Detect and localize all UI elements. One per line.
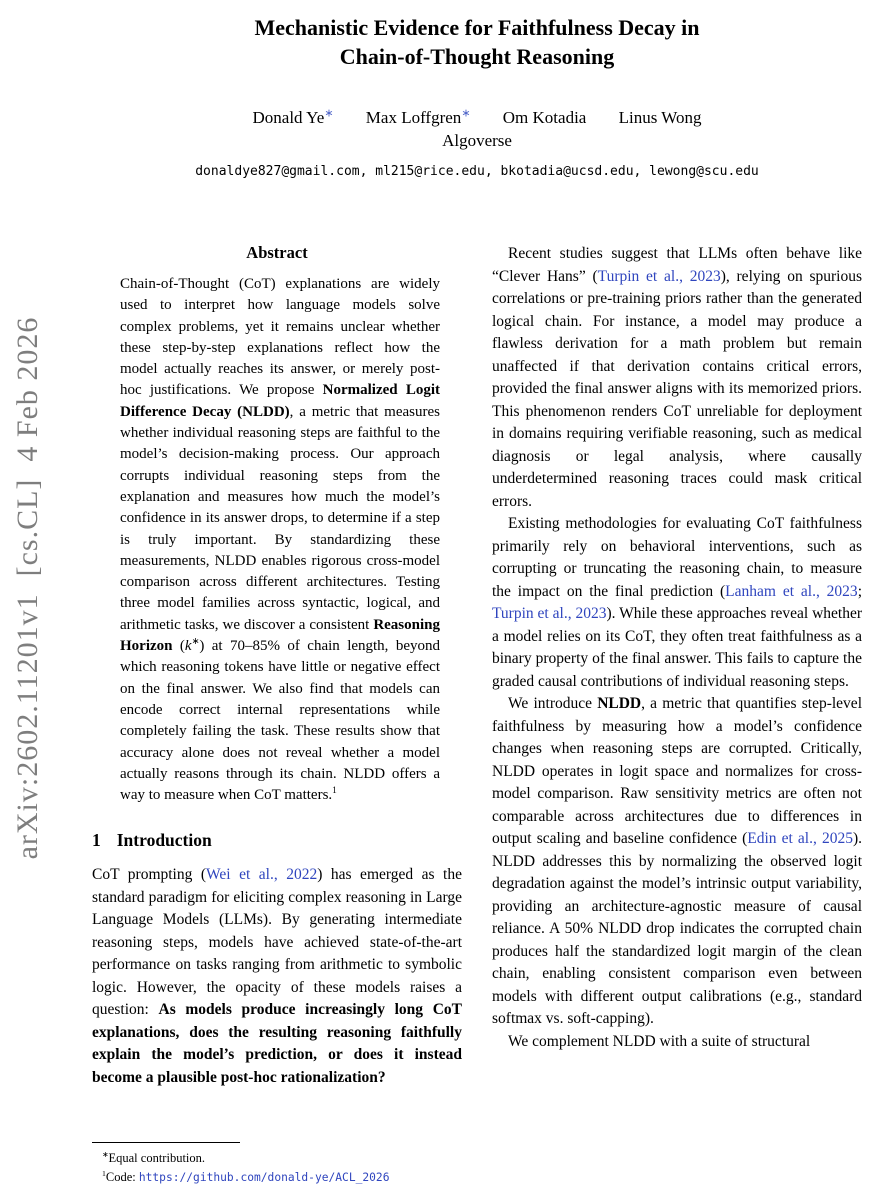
section-1-heading: [92, 830, 462, 851]
body-paragraph: Existing methodologies for evaluating CoT faithfulness primarily rely on behavioral interventions, such as corrupting or truncating the reasoning chain, to measure the impact on the final prediction (Lanham et al., 2023; Turpin et al., 2023). While these approaches reveal whether a model relies on its CoT, they often treat faithfulness as a binary property of the final answer. This fails to capture the graded causal contributions of individual reasoning steps.: [492, 515, 862, 690]
author-name: Linus Wong: [618, 108, 702, 127]
footnote-rule: [92, 1142, 240, 1143]
author-emails: donaldye827@gmail.com, ml215@rice.edu, bkotadia@ucsd.edu, lewong@scu.edu: [195, 164, 759, 179]
paper-header: [92, 13, 862, 179]
title-line-2: Chain-of-Thought Reasoning: [339, 44, 615, 69]
author-3: [503, 108, 587, 127]
intro-paragraph-1: CoT prompting (Wei et al., 2022) has emerged as the standard paradigm for eliciting complex reasoning in Large Language Models (LLMs). By generating intermediate reasoning steps, models have achieved state-of-the-art performance on tasks ranging from arithmetic to symbolic logic. However, the opacity of these models raises a question: As models produce increasingly long CoT explanations, does the resulting reasoning faithfully explain the model’s prediction, or does it instead become a plausible post-hoc rationalization?: [92, 866, 462, 1086]
citation-lanham-2023[interactable]: Lanham et al., 2023: [725, 582, 858, 600]
author-name: Max Loffgren: [365, 108, 462, 127]
arxiv-watermark: arXiv:2602.11201v1 [cs.CL] 4 Feb 2026: [11, 316, 44, 860]
code-repo-link[interactable]: https://github.com/donald-ye/ACL_2026: [138, 1171, 390, 1184]
affiliation: Algoverse: [442, 131, 512, 150]
author-list: [92, 108, 862, 128]
body-paragraph: We complement NLDD with a suite of structural: [508, 1032, 811, 1050]
author-name: Donald Ye: [252, 108, 325, 127]
left-column: [92, 243, 462, 1143]
author-2: [366, 108, 471, 127]
footnotes: [92, 1142, 462, 1187]
abstract-text: Chain-of-Thought (CoT) explanations are widely used to interpret how language models solve complex problems, yet it remains unclear whether these step-by-step explanations reflect how the model actually reaches its answer, or merely post-hoc justifications. We propose Normalized Logit Difference Decay (NLDD), a metric that measures whether individual reasoning steps are faithful to the model’s decision-making process. Our approach corrupts individual reasoning steps from the explanation and measures how much the model’s confidence in its answer drops, to determine if a step is truly important. By standardizing these measurements, NLDD enables rigorous cross-model comparison across different architectures. Testing three model families across syntactic, logical, and arithmetic tasks, we discover a consistent Reasoning Horizon (k∗) at 70–85% of chain length, beyond which reasoning tokens have little or negative effect on the final answer. We also find that models can encode correct internal representations while completely failing the task. These results show that accuracy alone does not reveal whether a model actually reasons through its chain. NLDD offers a way to measure when CoT matters.$^1$: [120, 276, 440, 804]
right-column: [492, 243, 862, 1200]
citation-edin-2025[interactable]: Edin et al., 2025: [747, 830, 853, 847]
equal-contribution-mark: ∗: [461, 107, 471, 120]
abstract-heading: Abstract: [246, 243, 308, 262]
body-paragraph: We introduce NLDD, a metric that quantifies step-level faithfulness by measuring how a model’s confidence changes when reasoning steps are corrupted. Critically, NLDD operates in logit space and normalizes for cross-model comparison. Raw sensitivity metrics are often not comparable across architectures due to differences in output scaling and baseline confidence (Edin et al., 2025). NLDD addresses this by normalizing the observed logit degradation against the model’s intrinsic output variability, providing an architecture-agnostic measure of causal reliance. A 50% NLDD drop indicates the corrupted chain produces half the standardized logit margin of the clean chain, enabling consistent comparison even between models with different output calibrations (e.g., standard softmax vs. soft-capping).: [492, 695, 862, 1027]
citation-turpin-2023[interactable]: Turpin et al., 2023: [492, 605, 607, 622]
section-number: 1: [92, 830, 101, 851]
paper-content: [92, 0, 862, 1184]
section-title: Introduction: [116, 830, 212, 851]
citation-wei-2022[interactable]: Wei et al., 2022: [206, 866, 318, 884]
title-line-1: Mechanistic Evidence for Faithfulness Decay in: [254, 15, 700, 40]
body-paragraph: Recent studies suggest that LLMs often behave like “Clever Hans” (Turpin et al., 2023), relying on spurious correlations or pre-training priors rather than the generated logical chain. For instance, a model may produce a flawless derivation for a math problem but remain unaffected if that derivation contains critical errors, provided the final answer aligns with its memorized priors. This phenomenon renders CoT unreliable for deployment in domains requiring verifiable reasoning, such as medical diagnosis or legal analysis, where causally underdetermined reasoning traces could mask critical errors.: [492, 245, 862, 510]
citation-turpin-2023[interactable]: Turpin et al., 2023: [597, 267, 721, 285]
equal-contribution-mark: ∗: [324, 107, 334, 120]
author-name: Om Kotadia: [502, 108, 587, 127]
author-4: [619, 108, 702, 127]
paper-title: [92, 13, 862, 71]
author-1: [253, 108, 334, 127]
footnote-equal-contribution: ∗Equal contribution.: [102, 1149, 206, 1165]
footnote-code: $^1$Code: https://github.com/donald-ye/ACL_2026: [102, 1168, 390, 1184]
abstract-section: [92, 243, 462, 806]
